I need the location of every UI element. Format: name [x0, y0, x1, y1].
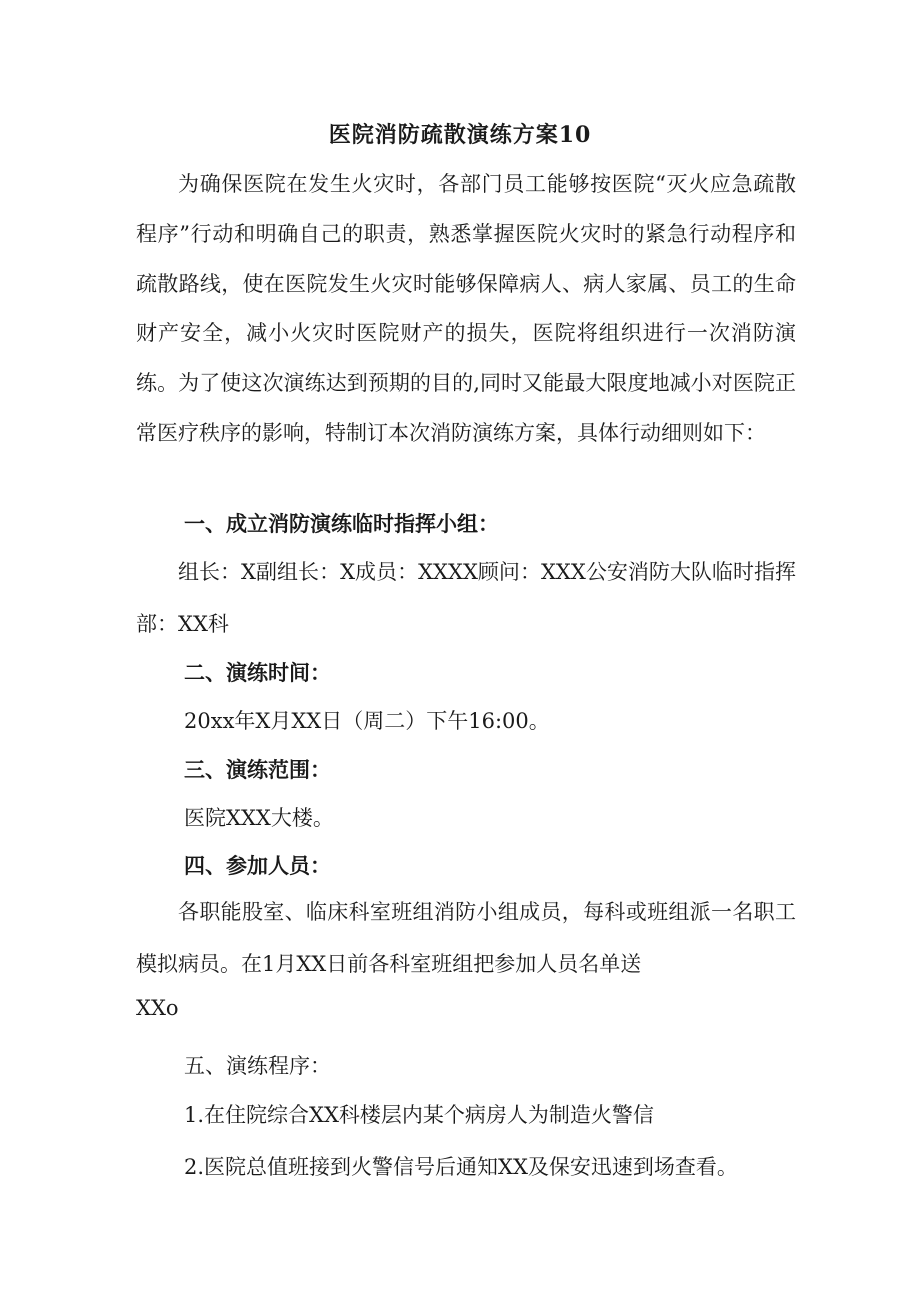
step-2: 2.医院总值班接到火警信号后通知XX及保安迅速到场查看。	[184, 1155, 738, 1179]
document-title: 医院消防疏散演练方案10	[328, 122, 592, 148]
intro-paragraph: 为确保医院在发生火灾时，各部门员工能够按医院“灭火应急疏散程序”行动和明确自己的职责，熟悉掌握医院火灾时的紧急行动程序和疏散路线，使在医院发生火灾时能够保障病人、病人家属、员工的生命财产安全，减小火灾时医院财产的损失，医院将组织进行一次消防演练。为了使这次演练达到预期的目的,同时又能最大限度地减小对医院正常医疗秩序的影响，特制订本次消防演练方案，具体行动细则如下：	[136, 172, 796, 445]
section-1-body: 组长：X副组长：X成员：XXXX顾问：XXX公安消防大队临时指挥部：XX科	[136, 560, 796, 636]
step-1: 1.在住院综合XX科楼层内某个病房人为制造火警信	[184, 1103, 654, 1127]
section-3-heading: 三、演练范围：	[184, 757, 331, 782]
section-3-body: 医院XXX大楼。	[184, 806, 334, 830]
section-5-heading: 五、演练程序：	[184, 1054, 331, 1078]
section-4-heading: 四、参加人员：	[184, 853, 331, 878]
section-2-body: 20xx年X月XX日（周二）下午16:00。	[184, 709, 550, 733]
section-4-tail: XXo	[136, 996, 179, 1020]
section-1-heading: 一、成立消防演练临时指挥小组：	[184, 511, 499, 536]
section-2-heading: 二、演练时间：	[184, 660, 331, 685]
section-4-body: 各职能股室、临床科室班组消防小组成员，每科或班组派一名职工模拟病员。在1月XX日前各科室班组把参加人员名单送	[136, 900, 796, 976]
